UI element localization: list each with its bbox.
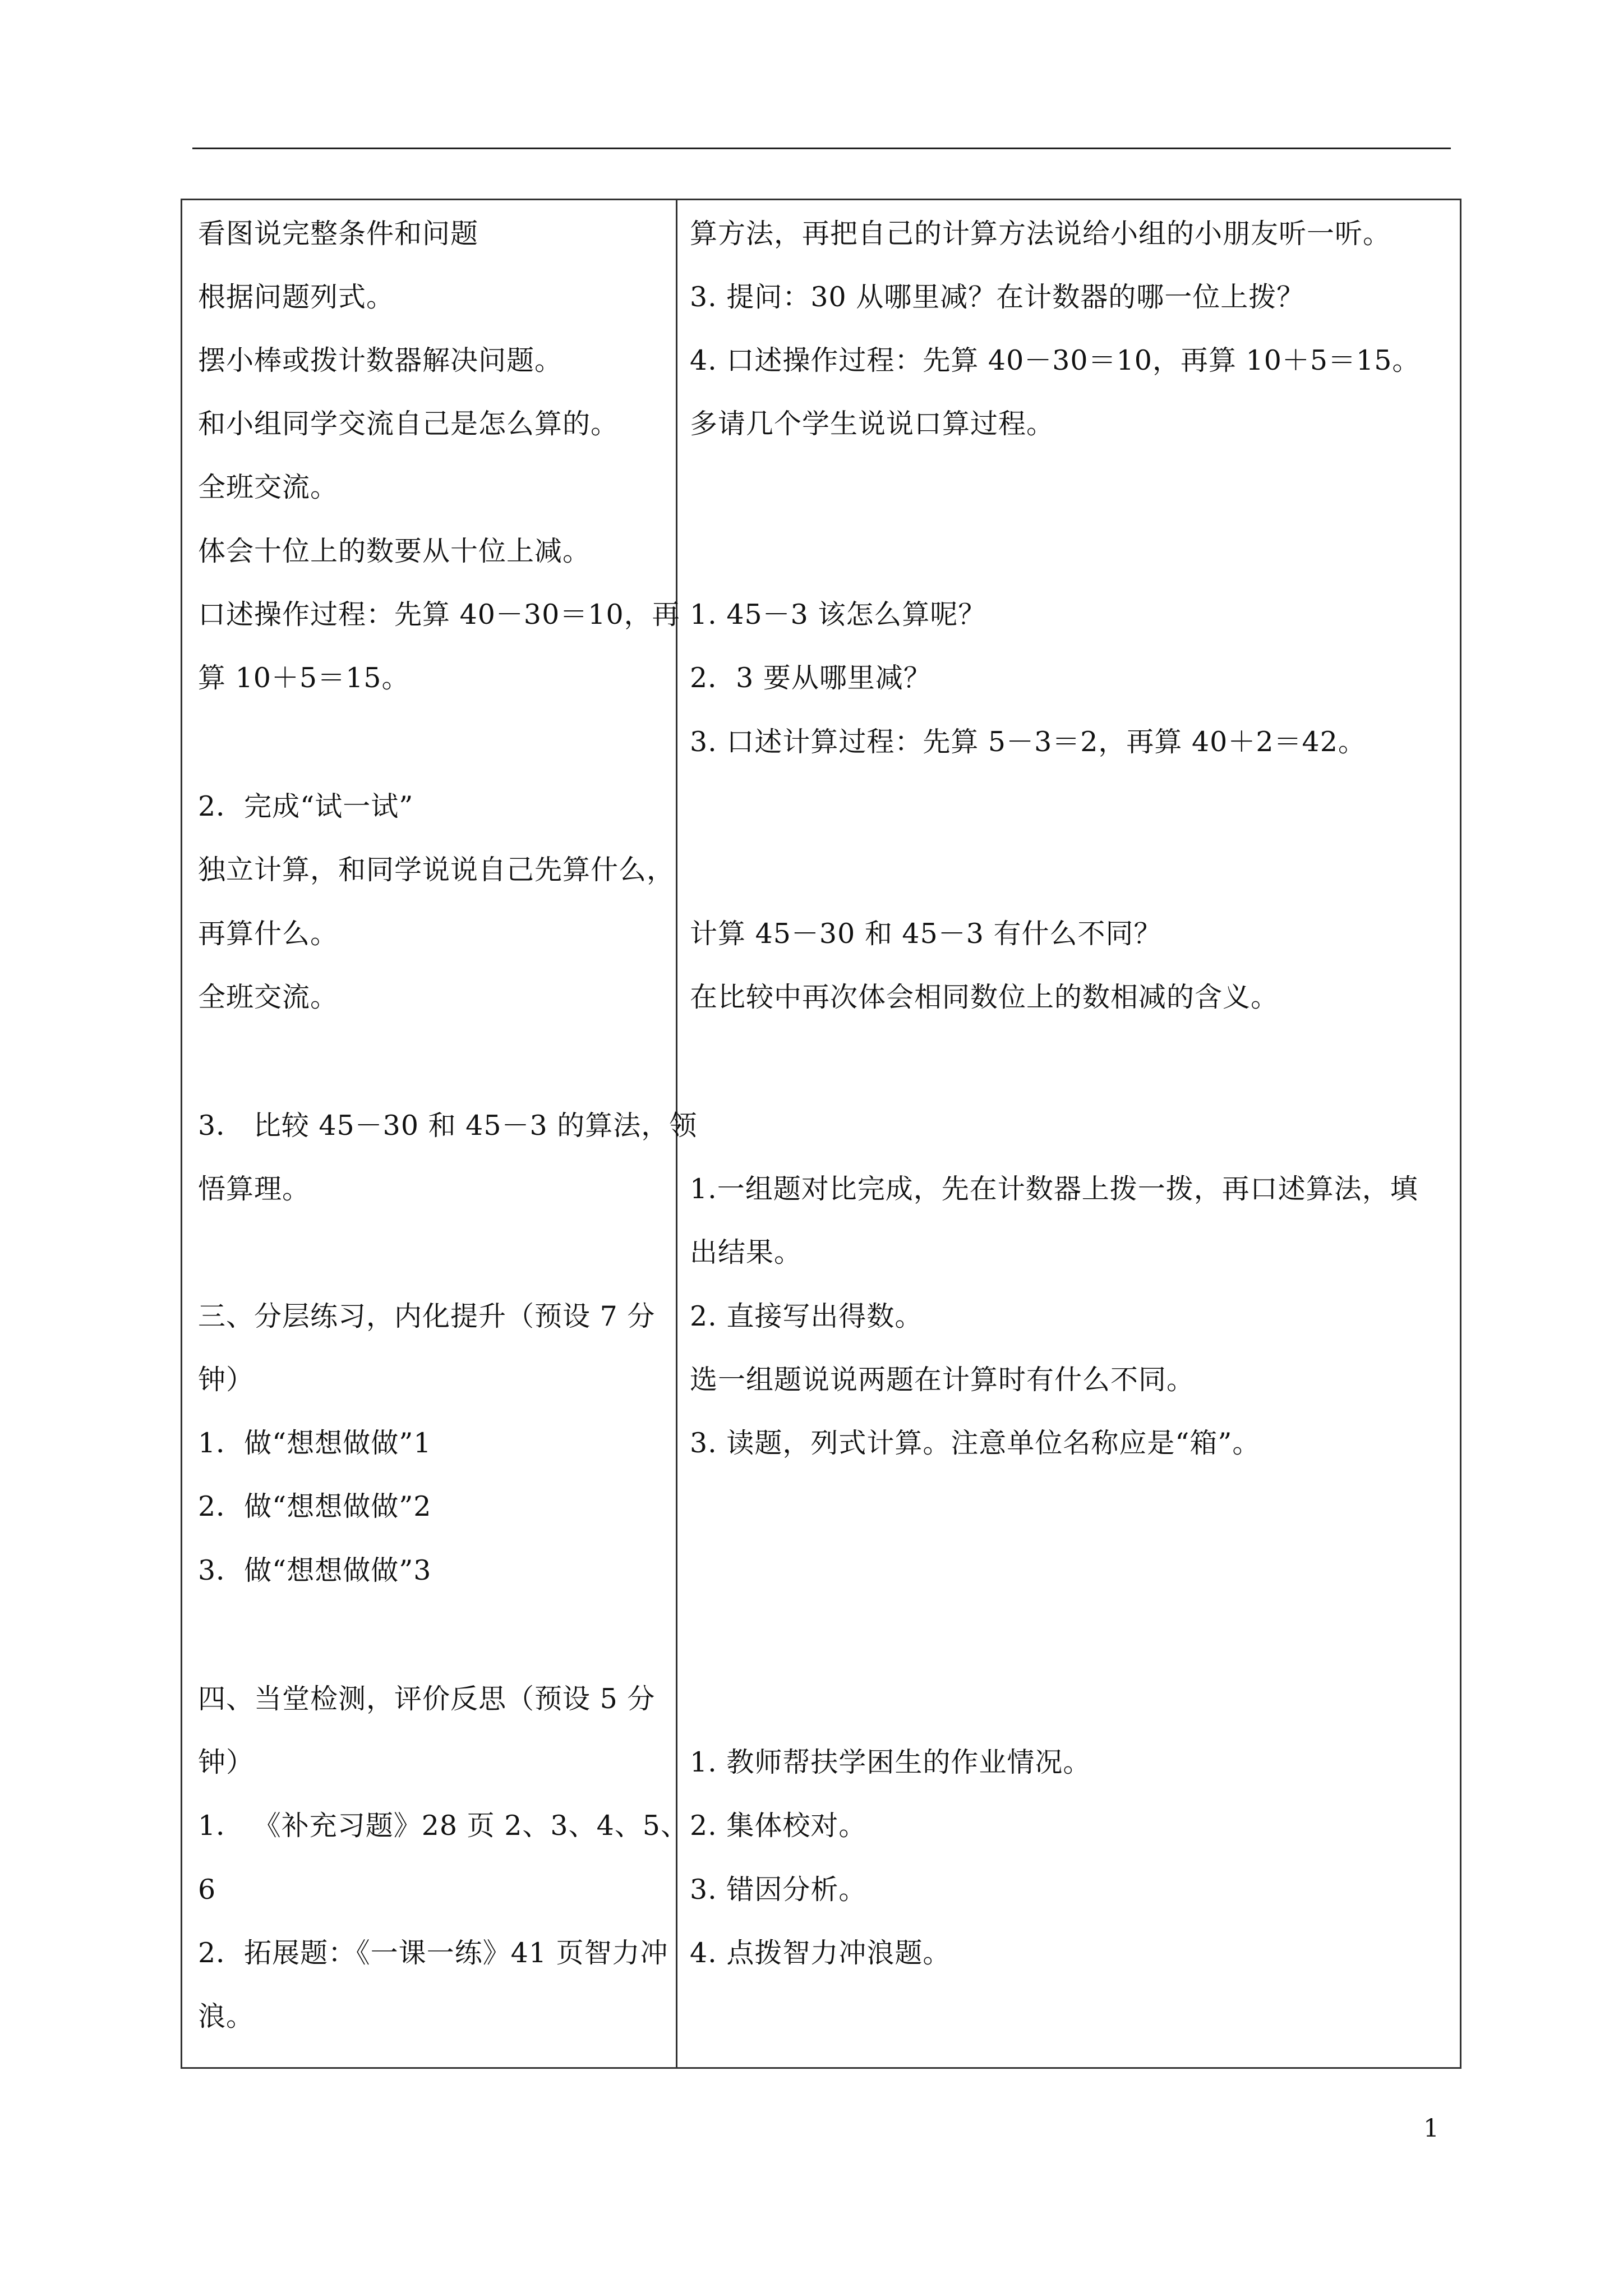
right-line: 4. 点拨智力冲浪题。 (690, 1937, 951, 1969)
left-line: 全班交流。 (198, 981, 339, 1013)
left-line: 四、当堂检测，评价反思（预设 5 分 (198, 1683, 656, 1715)
right-line: 选一组题说说两题在计算时有什么不同。 (690, 1364, 1195, 1396)
right-line: 3. 口述计算过程：先算 5－3＝2，再算 40＋2＝42。 (690, 726, 1366, 758)
left-line: 体会十位上的数要从十位上减。 (198, 535, 591, 567)
left-line: 2．完成“试一试” (198, 790, 414, 822)
left-line: 3．做“想想做做”3 (198, 1554, 432, 1586)
right-line: 1. 教师帮扶学困生的作业情况。 (690, 1746, 1091, 1778)
left-line: 三、分层练习，内化提升（预设 7 分 (198, 1300, 656, 1332)
left-line: 2．做“想想做做”2 (198, 1490, 432, 1522)
right-line: 在比较中再次体会相同数位上的数相减的含义。 (690, 981, 1279, 1013)
left-line: 1．做“想想做做”1 (198, 1427, 432, 1459)
left-line: 和小组同学交流自己是怎么算的。 (198, 408, 619, 440)
right-line: 3. 读题，列式计算。注意单位名称应是“箱”。 (690, 1427, 1261, 1459)
left-line: 悟算理。 (198, 1173, 311, 1205)
left-line: 1． 《补充习题》28 页 2、3、4、5、 (198, 1810, 689, 1842)
left-line: 6 (198, 1874, 216, 1906)
left-line: 2．拓展题：《一课一练》41 页智力冲 (198, 1937, 668, 1969)
left-line: 摆小棒或拨计数器解决问题。 (198, 344, 563, 376)
left-line: 钟） (198, 1364, 255, 1396)
page-number: 1 (1423, 2114, 1439, 2143)
right-line: 2. 集体校对。 (690, 1810, 867, 1842)
lesson-table (181, 199, 1461, 2069)
right-line: 4. 口述操作过程：先算 40－30＝10，再算 10＋5＝15。 (690, 344, 1421, 376)
left-line: 根据问题列式。 (198, 281, 395, 313)
right-line: 3. 错因分析。 (690, 1874, 867, 1906)
header-rule (192, 148, 1451, 149)
right-line: 1. 45－3 该怎么算呢？ (690, 599, 986, 631)
left-line: 看图说完整条件和问题 (198, 218, 479, 250)
left-line: 口述操作过程：先算 40－30＝10，再 (198, 599, 680, 631)
left-line: 浪。 (198, 2000, 255, 2032)
right-line: 2．3 要从哪里减？ (690, 662, 932, 694)
left-line: 再算什么。 (198, 918, 339, 950)
right-line: 3. 提问：30 从哪里减？在计数器的哪一位上拨？ (690, 281, 1305, 313)
left-line: 钟） (198, 1746, 255, 1778)
right-line: 2. 直接写出得数。 (690, 1300, 923, 1332)
left-line: 独立计算，和同学说说自己先算什么， (198, 854, 675, 886)
right-line: 出结果。 (690, 1236, 803, 1268)
left-line: 3． 比较 45－30 和 45－3 的算法，领 (198, 1110, 698, 1142)
right-line: 多请几个学生说说口算过程。 (690, 408, 1055, 440)
left-line: 全班交流。 (198, 471, 339, 503)
right-line: 1.一组题对比完成，先在计数器上拨一拨，再口述算法，填 (690, 1173, 1418, 1205)
left-line: 算 10＋5＝15。 (198, 662, 410, 694)
right-line: 计算 45－30 和 45－3 有什么不同？ (690, 918, 1162, 950)
right-line: 算方法，再把自己的计算方法说给小组的小朋友听一听。 (690, 218, 1391, 250)
